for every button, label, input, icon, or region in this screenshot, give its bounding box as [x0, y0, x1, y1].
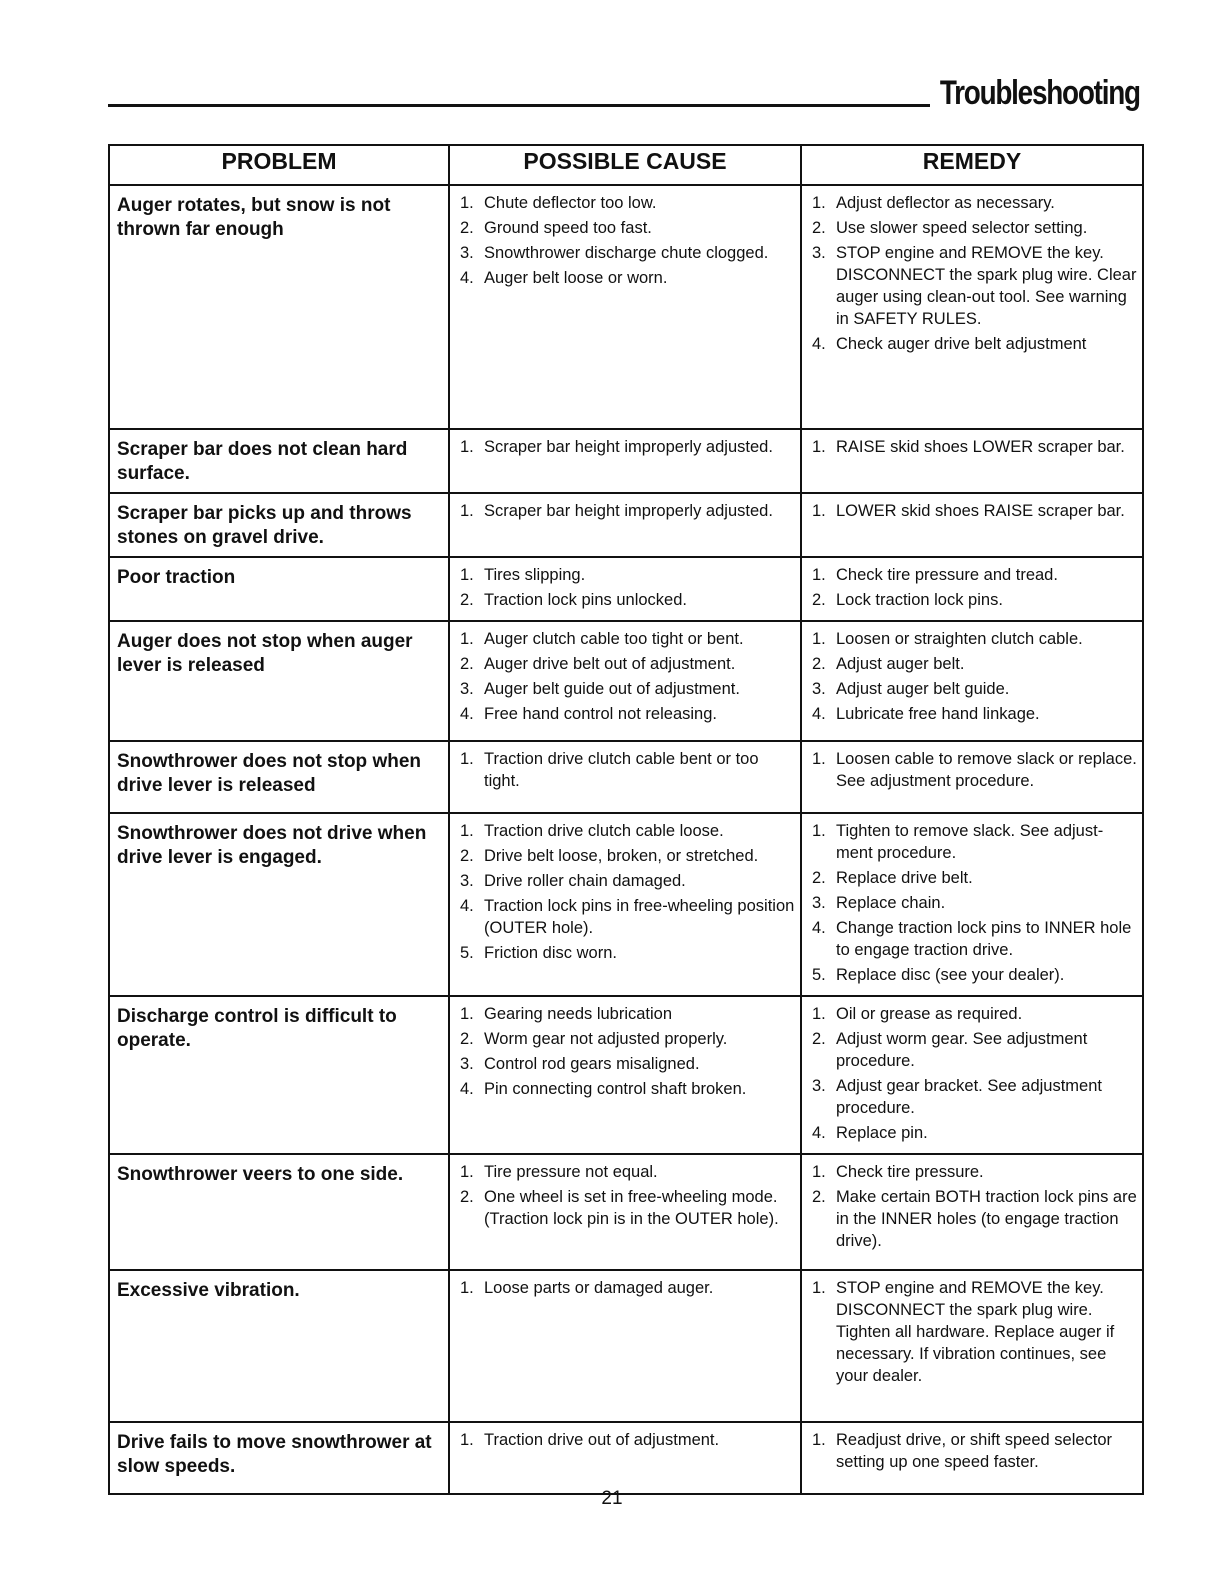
problem-cell: Excessive vibration.	[109, 1270, 449, 1422]
table-row	[109, 1154, 1143, 1270]
item-text: Check tire pressure.	[836, 1163, 984, 1181]
cause-list	[460, 1003, 796, 1100]
item-text: One wheel is set in free-wheeling mode. (Traction lock pin is in the OUTER hole).	[484, 1188, 779, 1228]
item-number: 4.	[460, 705, 474, 723]
list-item	[460, 845, 796, 867]
list-item	[812, 500, 1138, 522]
cause-cell	[449, 996, 801, 1154]
remedy-cell	[801, 1154, 1143, 1270]
item-text: Lubricate free hand linkage.	[836, 705, 1040, 723]
item-text: Use slower speed selector setting.	[836, 219, 1088, 237]
cause-list	[460, 1429, 796, 1451]
remedy-list	[812, 1277, 1138, 1387]
item-number: 3.	[460, 1055, 474, 1073]
item-text: Drive belt loose, broken, or stretched.	[484, 847, 759, 865]
item-text: Replace pin.	[836, 1124, 928, 1142]
list-item	[812, 436, 1138, 458]
list-item	[812, 820, 1138, 864]
item-text: Traction drive clutch cable loose.	[484, 822, 724, 840]
problem-cell: Poor traction	[109, 557, 449, 621]
list-item	[812, 748, 1138, 792]
cause-cell	[449, 813, 801, 996]
cause-list	[460, 628, 796, 725]
item-number: 1.	[812, 1279, 826, 1297]
item-text: Scraper bar height improperly adjusted.	[484, 438, 773, 456]
item-number: 3.	[812, 680, 826, 698]
problem-cell: Snowthrower does not stop when drive lever is released	[109, 741, 449, 813]
cause-cell	[449, 741, 801, 813]
problem-cell: Snowthrower does not drive when drive lever is engaged.	[109, 813, 449, 996]
list-item	[812, 628, 1138, 650]
item-number: 4.	[460, 897, 474, 915]
item-text: STOP engine and REMOVE the key. DISCONNECT the spark plug wire. Tighten all hardware. Replace auger if necessary. If vibration continues, see your dealer.	[836, 1279, 1115, 1385]
item-number: 3.	[460, 244, 474, 262]
item-text: Control rod gears misaligned.	[484, 1055, 700, 1073]
column-header-remedy: REMEDY	[801, 145, 1143, 185]
cause-list	[460, 1277, 796, 1299]
cause-cell	[449, 185, 801, 429]
cause-list	[460, 748, 796, 792]
list-item	[812, 242, 1138, 330]
remedy-cell	[801, 996, 1143, 1154]
list-item	[460, 703, 796, 725]
list-item	[460, 1028, 796, 1050]
item-number: 2.	[460, 219, 474, 237]
item-number: 1.	[460, 1279, 474, 1297]
item-text: Adjust worm gear. See adjustment procedure.	[836, 1030, 1088, 1070]
item-number: 3.	[460, 680, 474, 698]
list-item	[812, 1122, 1138, 1144]
remedy-cell	[801, 493, 1143, 557]
item-text: Oil or grease as required.	[836, 1005, 1023, 1023]
list-item	[460, 678, 796, 700]
item-number: 2.	[812, 1030, 826, 1048]
list-item	[812, 917, 1138, 961]
list-item	[812, 964, 1138, 986]
list-item	[460, 1429, 796, 1451]
item-text: Pin connecting control shaft broken.	[484, 1080, 747, 1098]
list-item	[460, 1003, 796, 1025]
item-number: 3.	[812, 894, 826, 912]
header-rule	[108, 104, 930, 107]
item-text: Loosen cable to remove slack or replace. See adjustment procedure.	[836, 750, 1137, 790]
cause-list	[460, 500, 796, 522]
item-number: 1.	[460, 1163, 474, 1181]
item-text: Tires slipping.	[484, 566, 586, 584]
item-text: Drive roller chain damaged.	[484, 872, 686, 890]
list-item	[812, 1003, 1138, 1025]
list-item	[812, 1277, 1138, 1387]
item-text: RAISE skid shoes LOWER scraper bar.	[836, 438, 1125, 456]
item-text: Make certain BOTH traction lock pins are in the INNER holes (to engage traction drive).	[836, 1188, 1137, 1250]
list-item	[460, 653, 796, 675]
table-row	[109, 621, 1143, 741]
problem-cell: Auger rotates, but snow is not thrown far enough	[109, 185, 449, 429]
list-item	[460, 870, 796, 892]
item-number: 2.	[812, 591, 826, 609]
item-text: Check auger drive belt adjustment	[836, 335, 1087, 353]
remedy-cell	[801, 741, 1143, 813]
item-number: 2.	[460, 1188, 474, 1206]
item-number: 1.	[812, 438, 826, 456]
remedy-cell	[801, 813, 1143, 996]
item-text: Chute deflector too low.	[484, 194, 657, 212]
cause-cell	[449, 557, 801, 621]
item-text: Ground speed too fast.	[484, 219, 652, 237]
item-text: LOWER skid shoes RAISE scraper bar.	[836, 502, 1125, 520]
list-item	[460, 500, 796, 522]
problem-cell: Snowthrower veers to one side.	[109, 1154, 449, 1270]
list-item	[460, 564, 796, 586]
item-text: Auger belt loose or worn.	[484, 269, 668, 287]
item-text: Change traction lock pins to INNER hole to engage traction drive.	[836, 919, 1132, 959]
item-number: 1.	[812, 1431, 826, 1449]
item-text: Auger belt guide out of adjustment.	[484, 680, 740, 698]
cause-cell	[449, 621, 801, 741]
item-text: Traction drive clutch cable bent or too tight.	[484, 750, 759, 790]
cause-list	[460, 192, 796, 289]
item-number: 4.	[812, 705, 826, 723]
list-item	[460, 242, 796, 264]
list-item	[812, 192, 1138, 214]
item-number: 1.	[460, 630, 474, 648]
item-number: 4.	[460, 1080, 474, 1098]
item-number: 1.	[812, 194, 826, 212]
remedy-list	[812, 748, 1138, 792]
item-text: Adjust auger belt.	[836, 655, 965, 673]
item-number: 1.	[460, 822, 474, 840]
item-text: Tire pressure not equal.	[484, 1163, 658, 1181]
list-item	[812, 1075, 1138, 1119]
table-row	[109, 1270, 1143, 1422]
cause-cell	[449, 1270, 801, 1422]
remedy-list	[812, 564, 1138, 611]
item-text: Friction disc worn.	[484, 944, 617, 962]
item-number: 1.	[460, 750, 474, 768]
item-text: Adjust auger belt guide.	[836, 680, 1010, 698]
troubleshooting-table	[108, 144, 1144, 1495]
remedy-cell	[801, 1422, 1143, 1494]
item-number: 4.	[812, 335, 826, 353]
list-item	[812, 333, 1138, 355]
column-header-cause: POSSIBLE CAUSE	[449, 145, 801, 185]
item-number: 1.	[460, 1005, 474, 1023]
item-number: 1.	[460, 438, 474, 456]
item-number: 2.	[460, 655, 474, 673]
item-number: 4.	[812, 919, 826, 937]
item-number: 2.	[460, 591, 474, 609]
cause-list	[460, 820, 796, 964]
list-item	[460, 1186, 796, 1230]
item-text: Loosen or straighten clutch cable.	[836, 630, 1083, 648]
cause-list	[460, 1161, 796, 1230]
remedy-cell	[801, 621, 1143, 741]
item-number: 1.	[812, 1005, 826, 1023]
item-number: 1.	[812, 750, 826, 768]
cause-list	[460, 564, 796, 611]
remedy-list	[812, 1161, 1138, 1252]
item-number: 3.	[812, 1077, 826, 1095]
item-number: 1.	[812, 822, 826, 840]
item-text: Replace disc (see your dealer).	[836, 966, 1065, 984]
item-number: 2.	[460, 1030, 474, 1048]
item-number: 2.	[812, 219, 826, 237]
list-item	[460, 628, 796, 650]
remedy-list	[812, 1429, 1138, 1473]
list-item	[460, 942, 796, 964]
item-text: Snowthrower discharge chute clogged.	[484, 244, 769, 262]
item-text: Adjust deflector as necessary.	[836, 194, 1055, 212]
list-item	[812, 653, 1138, 675]
item-text: Tighten to remove slack. See adjust-ment procedure.	[836, 822, 1104, 862]
remedy-cell	[801, 1270, 1143, 1422]
item-text: Free hand control not releasing.	[484, 705, 717, 723]
list-item	[812, 589, 1138, 611]
list-item	[460, 1161, 796, 1183]
list-item	[812, 1161, 1138, 1183]
list-item	[460, 1277, 796, 1299]
item-text: Worm gear not adjusted properly.	[484, 1030, 728, 1048]
remedy-list	[812, 1003, 1138, 1144]
problem-cell: Drive fails to move snowthrower at slow speeds.	[109, 1422, 449, 1494]
item-text: Replace drive belt.	[836, 869, 973, 887]
remedy-list	[812, 192, 1138, 355]
cause-cell	[449, 493, 801, 557]
item-text: Adjust gear bracket. See adjustment procedure.	[836, 1077, 1102, 1117]
list-item	[460, 589, 796, 611]
cause-list	[460, 436, 796, 458]
list-item	[812, 1429, 1138, 1473]
item-number: 1.	[460, 1431, 474, 1449]
item-text: Check tire pressure and tread.	[836, 566, 1058, 584]
remedy-list	[812, 436, 1138, 458]
list-item	[460, 820, 796, 842]
remedy-list	[812, 628, 1138, 725]
item-text: Gearing needs lubrication	[484, 1005, 673, 1023]
list-item	[460, 192, 796, 214]
remedy-cell	[801, 557, 1143, 621]
item-number: 5.	[812, 966, 826, 984]
item-text: Loose parts or damaged auger.	[484, 1279, 714, 1297]
item-number: 1.	[812, 502, 826, 520]
cause-cell	[449, 1154, 801, 1270]
remedy-list	[812, 500, 1138, 522]
item-number: 2.	[812, 1188, 826, 1206]
column-header-problem: PROBLEM	[109, 145, 449, 185]
table-row	[109, 996, 1143, 1154]
problem-cell: Scraper bar picks up and throws stones on gravel drive.	[109, 493, 449, 557]
item-text: Lock traction lock pins.	[836, 591, 1003, 609]
list-item	[460, 436, 796, 458]
item-text: Auger clutch cable too tight or bent.	[484, 630, 744, 648]
remedy-cell	[801, 429, 1143, 493]
item-number: 1.	[812, 1163, 826, 1181]
section-title: Troubleshooting	[940, 74, 1140, 112]
problem-cell: Auger does not stop when auger lever is released	[109, 621, 449, 741]
item-number: 4.	[812, 1124, 826, 1142]
table-header-row	[109, 145, 1143, 185]
list-item	[812, 217, 1138, 239]
item-text: Traction drive out of adjustment.	[484, 1431, 720, 1449]
list-item	[812, 1028, 1138, 1072]
list-item	[460, 217, 796, 239]
remedy-list	[812, 820, 1138, 986]
table-row	[109, 185, 1143, 429]
item-number: 2.	[460, 847, 474, 865]
table-row	[109, 557, 1143, 621]
item-number: 4.	[460, 269, 474, 287]
list-item	[812, 703, 1138, 725]
page-number: 21	[601, 1488, 623, 1509]
item-text: Traction lock pins in free-wheeling position (OUTER hole).	[484, 897, 795, 937]
list-item	[812, 564, 1138, 586]
list-item	[460, 1078, 796, 1100]
item-number: 3.	[460, 872, 474, 890]
item-text: Scraper bar height improperly adjusted.	[484, 502, 773, 520]
table-row	[109, 813, 1143, 996]
list-item	[812, 1186, 1138, 1252]
item-text: Readjust drive, or shift speed selector setting up one speed faster.	[836, 1431, 1113, 1471]
cause-cell	[449, 1422, 801, 1494]
list-item	[812, 867, 1138, 889]
item-number: 1.	[460, 502, 474, 520]
table-row	[109, 1422, 1143, 1494]
list-item	[812, 892, 1138, 914]
item-text: Traction lock pins unlocked.	[484, 591, 687, 609]
remedy-cell	[801, 185, 1143, 429]
list-item	[460, 895, 796, 939]
table-row	[109, 493, 1143, 557]
cause-cell	[449, 429, 801, 493]
item-number: 5.	[460, 944, 474, 962]
item-number: 3.	[812, 244, 826, 262]
table-row	[109, 741, 1143, 813]
item-number: 1.	[812, 630, 826, 648]
list-item	[812, 678, 1138, 700]
item-number: 2.	[812, 869, 826, 887]
item-number: 2.	[812, 655, 826, 673]
problem-cell: Scraper bar does not clean hard surface.	[109, 429, 449, 493]
item-number: 1.	[812, 566, 826, 584]
item-number: 1.	[460, 566, 474, 584]
table-row	[109, 429, 1143, 493]
list-item	[460, 267, 796, 289]
item-number: 1.	[460, 194, 474, 212]
item-text: STOP engine and REMOVE the key. DISCONNECT the spark plug wire. Clear auger using clean-out tool. See warning in SAFETY RULES.	[836, 244, 1137, 328]
problem-cell: Discharge control is difficult to operate.	[109, 996, 449, 1154]
item-text: Auger drive belt out of adjustment.	[484, 655, 736, 673]
item-text: Replace chain.	[836, 894, 946, 912]
list-item	[460, 1053, 796, 1075]
list-item	[460, 748, 796, 792]
